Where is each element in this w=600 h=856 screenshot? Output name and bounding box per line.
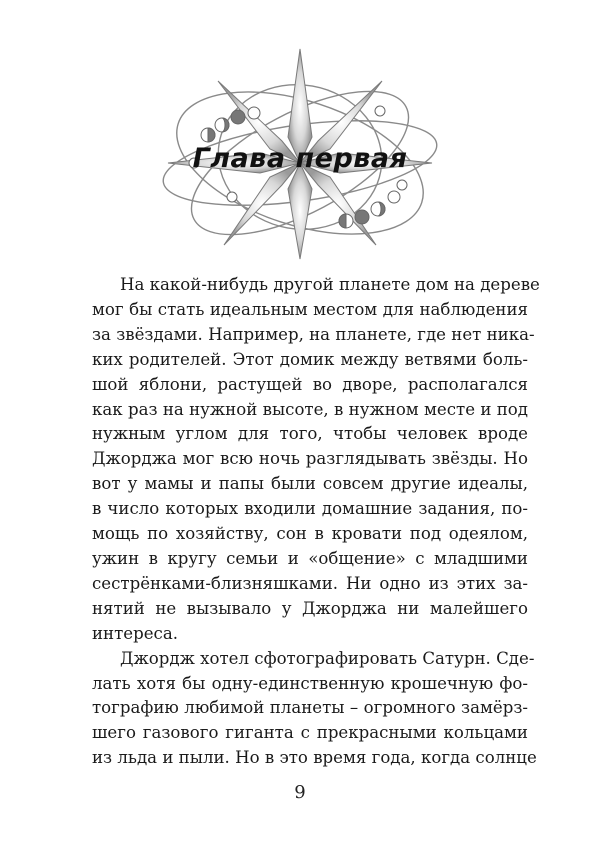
text-line: шой яблони, растущей во дворе, располагался <box>92 374 528 394</box>
text-line: лать хотя бы одну-единственную крошечную фо- <box>92 673 528 693</box>
text-line: нужным углом для того, чтобы человек вроде <box>92 424 528 444</box>
text-line: Джорджа мог всю ночь разглядывать звёзды. Но <box>92 449 528 469</box>
text-line: мог бы стать идеальным местом для наблюдения <box>92 299 528 319</box>
text-line: ких родителей. Этот домик между ветвями боль- <box>92 349 528 369</box>
text-line: тографию любимой планеты – огромного замёрз- <box>92 698 528 718</box>
text-line: На какой-нибудь другой планете дом на дереве <box>120 275 540 294</box>
text-line: как раз на нужной высоте, в нужном месте и под <box>92 399 528 419</box>
body-text <box>92 273 540 771</box>
text-line: ужин в кругу семьи и «общение» с младшими <box>92 548 528 568</box>
text-line: в число которых входили домашние задания, по- <box>92 499 528 519</box>
text-line: Джордж хотел сфотографировать Сатурн. Сде- <box>120 648 535 668</box>
text-line: шего газового гиганта с прекрасными кольцами <box>92 723 528 743</box>
text-line: мощь по хозяйству, сон в кровати под одеялом, <box>92 524 528 544</box>
text-line: вот у мамы и папы были совсем другие идеалы, <box>92 474 528 494</box>
chapter-title: Глава первая <box>192 143 408 174</box>
text-line: из льда и пыли. Но в это время года, когда солнце <box>92 748 537 768</box>
text-line: сестрёнками-близняшками. Ни одно из этих за- <box>92 573 528 593</box>
text-line: за звёздами. Например, на планете, где нет ника- <box>92 324 535 344</box>
text-line: интереса. <box>92 623 179 643</box>
text-line: нятий не вызывало у Джорджа ни малейшего <box>92 598 528 618</box>
page-number: 9 <box>294 782 306 803</box>
